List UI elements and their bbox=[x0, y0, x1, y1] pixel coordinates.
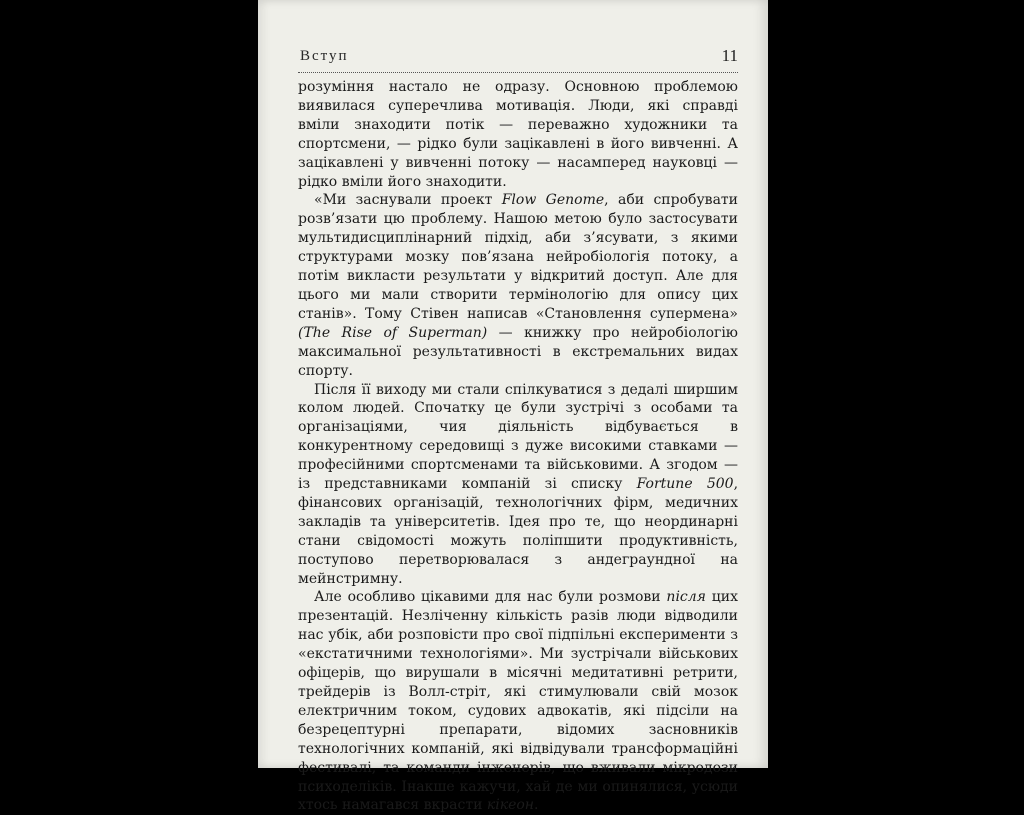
text-run: — книжку про нейробіологію максимальної результативності в екстремальних видах спорту. bbox=[298, 324, 738, 379]
italic-text: Flow Genome bbox=[501, 192, 605, 209]
text-run: розуміння настало не одразу. Основною проблемою виявилася суперечлива мотивація. Люди, які справді вміли знаходити потік — переважно художники та спортсмени, — рідко були зацікавлені в його вивченні. А зацікавлені у вивченні потоку — насамперед науковці — рідко вміли його знаходити. bbox=[298, 79, 738, 190]
text-run: , фінансових організацій, технологічних фірм, медичних закладів та університетів. Ідея про те, що неординарні стани свідомості можуть поліпшити продуктивність, поступово перетворювалася з андеграундної на мейнстримну. bbox=[298, 476, 739, 587]
text-run: Але особливо цікавими для нас були розмови bbox=[314, 589, 667, 606]
running-header bbox=[298, 46, 738, 73]
body-text bbox=[298, 78, 738, 815]
italic-text: після bbox=[666, 589, 706, 606]
paragraph bbox=[298, 381, 738, 589]
italic-text: кікеон bbox=[486, 797, 535, 814]
page-number: 11 bbox=[721, 46, 738, 65]
text-run: цих презентацій. Незліченну кількість разів люди відводили нас убік, аби розповісти про свої підпільні експерименти з «екстатичними технологіями». Ми зустрічали військових офіцерів, що вирушали в місячні медитативні ретрити, трейдерів із Волл-стріт, які стимулювали свій мозок електричним током, судових адвокатів, які підсіли на безрецептурні препарати, відомих засновників технологічних компаній, які відвідували трансформаційні фестивалі, та команди інженерів, що вживали мікродози психоделіків. Інакше кажучи, хай де ми опинялися, усюди хтось намагався вкрасти bbox=[298, 589, 738, 814]
italic-text: Fortune 500 bbox=[636, 476, 734, 493]
text-run: Після її виходу ми стали спілкуватися з дедалі ширшим колом людей. Спочатку це були зустрічі з особами та організаціями, чия діяльність відбувається в конкурентному середовищі з дуже високими ставками — професійними спортсменами та військовими. А згодом — із представниками компаній зі списку bbox=[298, 381, 738, 493]
paragraph bbox=[298, 191, 738, 380]
italic-text: (The Rise of Superman) bbox=[298, 324, 488, 341]
text-run: , аби спробувати розв’язати цю проблему. Нашою метою було застосувати мультидисциплінарний підхід, аби з’ясувати, з якими структурами мозку пов’язана нейробіологія потоку, а потім викласти результати у відкритий доступ. Але для цього ми мали створити термінологію для опису цих станів». Тому Стівен написав «Становлення супермена» bbox=[298, 192, 738, 322]
text-run: . bbox=[534, 797, 539, 814]
section-title: Вступ bbox=[300, 48, 349, 64]
text-run: «Ми заснували проект bbox=[314, 192, 502, 209]
paragraph bbox=[298, 588, 738, 815]
paragraph bbox=[298, 78, 738, 191]
book-page bbox=[258, 0, 768, 814]
